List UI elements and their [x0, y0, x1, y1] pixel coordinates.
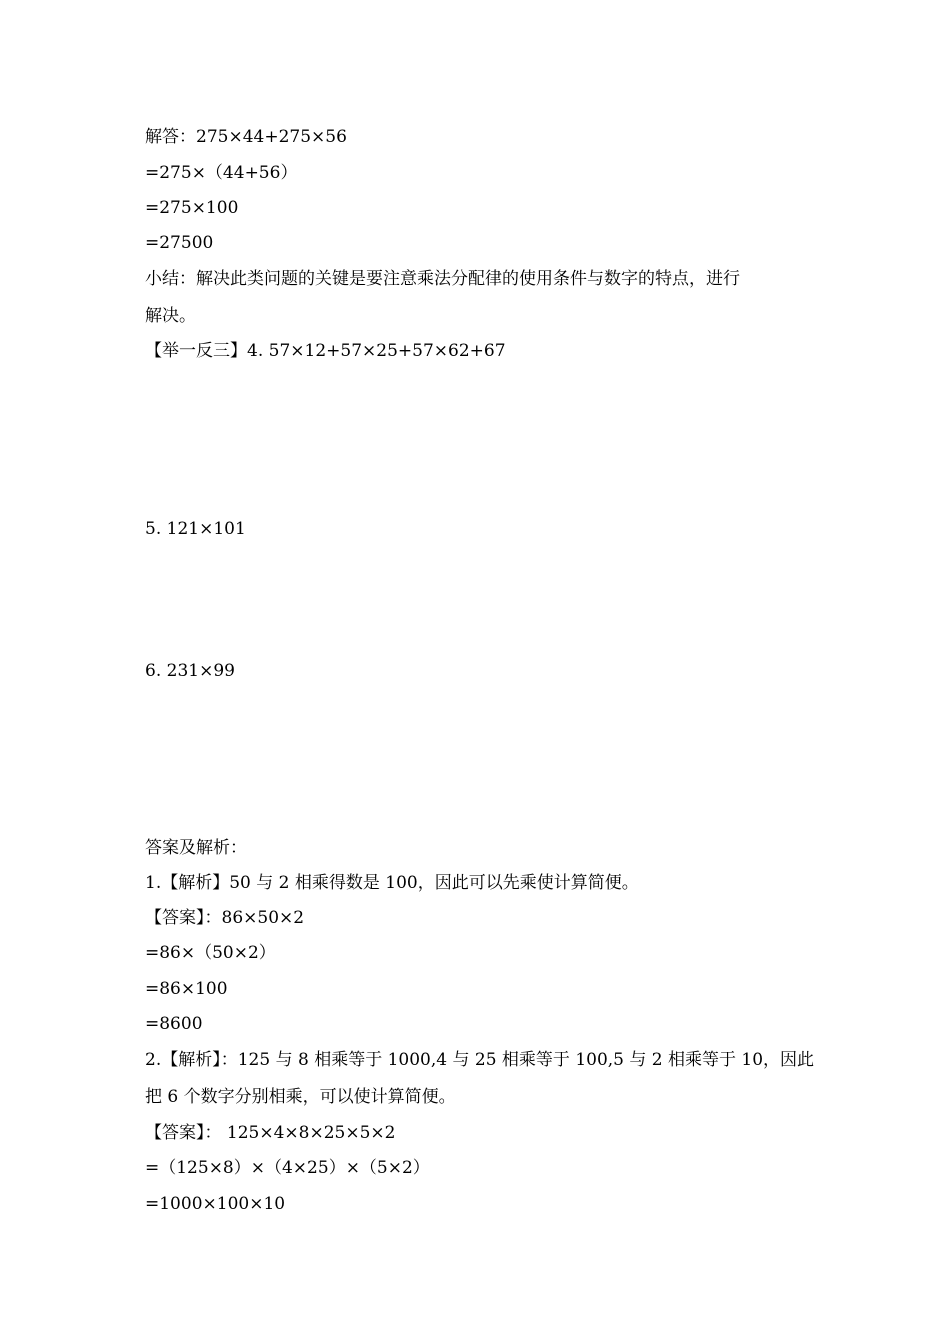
answers-heading: 答案及解析： — [145, 838, 247, 858]
practice-problem-4: 【举一反三】4. 57×12+57×25+57×62+67 — [145, 341, 506, 361]
answer-2-answer: 【答案】： 125×4×8×25×5×2 — [145, 1123, 396, 1143]
answer-1-step-2: =86×100 — [145, 979, 228, 999]
answer-1-step-3: =8600 — [145, 1014, 203, 1034]
practice-problem-6: 6. 231×99 — [145, 661, 235, 681]
answer-2-analysis-line-2: 把 6 个数字分别相乘，可以使计算简便。 — [145, 1087, 456, 1107]
summary-line-2: 解决。 — [145, 306, 196, 326]
solution-line-3: =275×100 — [145, 198, 239, 218]
solution-line-1: 解答：275×44+275×56 — [145, 127, 347, 147]
summary-line-1: 小结：解决此类问题的关键是要注意乘法分配律的使用条件与数字的特点，进行 — [145, 269, 740, 289]
answer-1-answer: 【答案】：86×50×2 — [145, 908, 305, 928]
solution-line-2: =275×（44+56） — [145, 163, 298, 183]
answer-1-step-1: =86×（50×2） — [145, 943, 276, 963]
answer-1-analysis: 1.【解析】50 与 2 相乘得数是 100，因此可以先乘使计算简便。 — [145, 873, 639, 893]
practice-problem-5: 5. 121×101 — [145, 519, 246, 539]
answer-2-step-1: =（125×8）×（4×25）×（5×2） — [145, 1158, 430, 1178]
solution-line-4: =27500 — [145, 233, 214, 253]
answer-2-step-2: =1000×100×10 — [145, 1194, 286, 1214]
answer-2-analysis-line-1: 2.【解析】：125 与 8 相乘等于 1000,4 与 25 相乘等于 100,5 与 2 相乘等于 10，因此 — [145, 1050, 815, 1070]
